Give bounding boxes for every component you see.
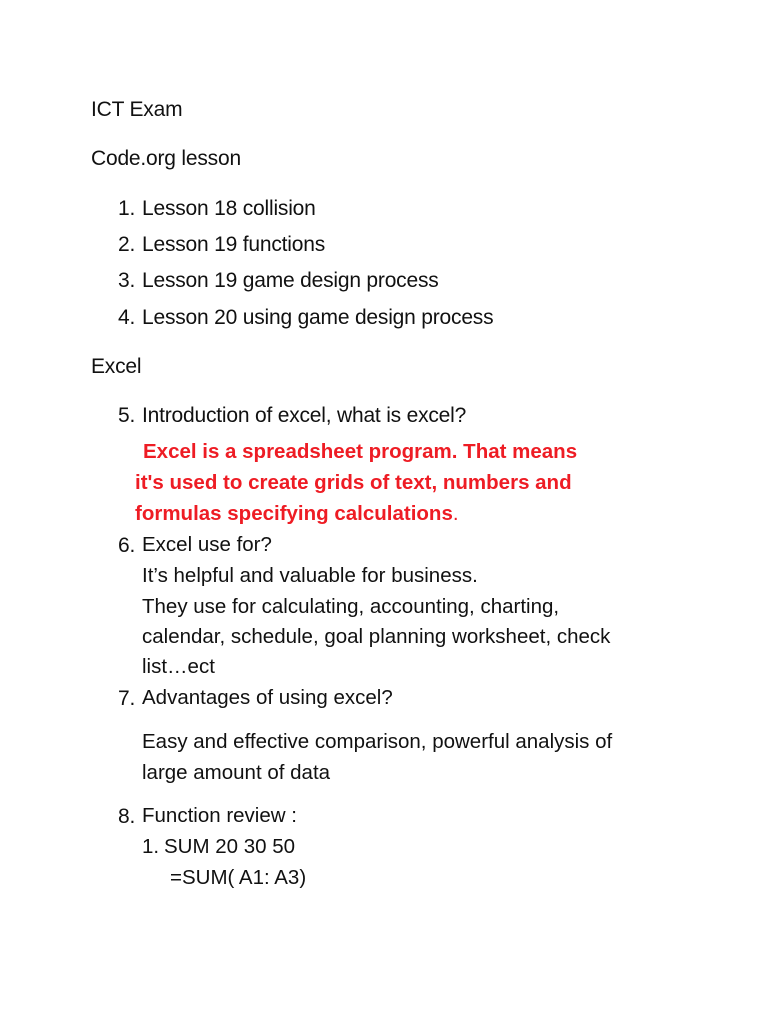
- sub-list-number: 1.: [142, 835, 160, 858]
- definition-line: Excel is a spreadsheet program. That means: [143, 440, 578, 463]
- list-number: 1.: [118, 197, 136, 220]
- answer-line: calendar, schedule, goal planning worksheet, check: [142, 625, 611, 648]
- answer-line: Easy and effective comparison, powerful analysis of: [142, 730, 613, 753]
- section-heading-excel: Excel: [91, 355, 142, 378]
- sub-list-text: SUM 20 30 50: [164, 835, 296, 858]
- list-number: 4.: [118, 306, 136, 329]
- list-text: Lesson 20 using game design process: [142, 306, 494, 329]
- list-text: Advantages of using excel?: [142, 686, 393, 709]
- list-number: 3.: [118, 269, 136, 292]
- list-text: Lesson 19 game design process: [142, 269, 439, 292]
- list-text: Introduction of excel, what is excel?: [142, 404, 467, 427]
- section-heading-codeorg: Code.org lesson: [91, 147, 241, 170]
- list-number: 2.: [118, 233, 136, 256]
- list-number: 8.: [118, 805, 136, 828]
- answer-line: It’s helpful and valuable for business.: [142, 564, 478, 587]
- formula: =SUM( A1: A3): [170, 866, 307, 889]
- answer-line: list…ect: [142, 655, 215, 678]
- definition-line: [135, 504, 459, 525]
- list-number: 7.: [118, 687, 136, 710]
- list-text: Lesson 18 collision: [142, 197, 316, 220]
- list-number: 5.: [118, 404, 136, 427]
- list-text: Excel use for?: [142, 533, 272, 556]
- definition-text: formulas specifying calculations: [135, 502, 453, 525]
- definition-period: .: [452, 502, 459, 525]
- list-number: 6.: [118, 534, 136, 557]
- list-text: Lesson 19 functions: [142, 233, 325, 256]
- answer-line: They use for calculating, accounting, charting,: [142, 595, 560, 618]
- definition-line: it's used to create grids of text, numbers and: [135, 471, 572, 494]
- list-text: Function review :: [142, 804, 297, 827]
- doc-title: ICT Exam: [91, 98, 183, 121]
- answer-line: large amount of data: [142, 761, 331, 784]
